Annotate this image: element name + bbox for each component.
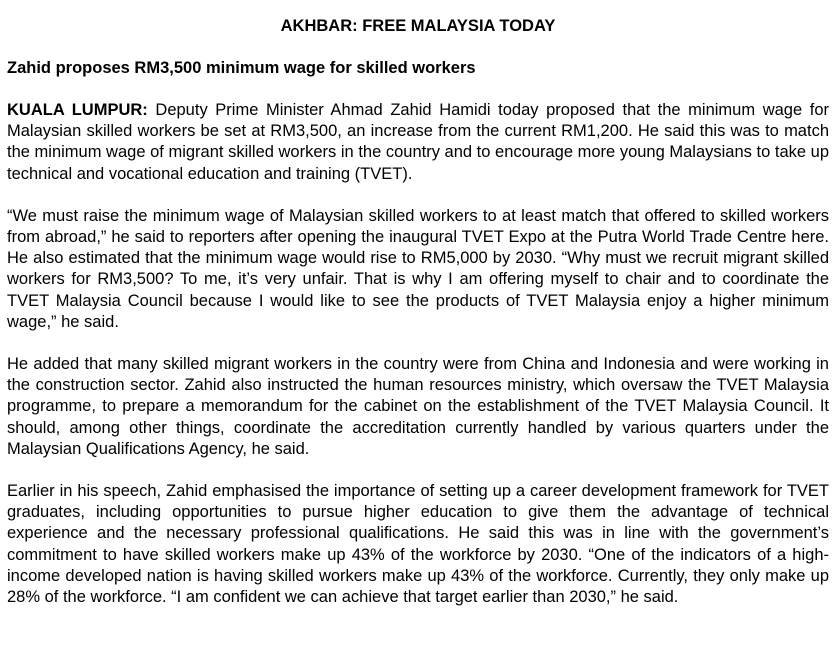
newspaper-masthead: AKHBAR: FREE MALAYSIA TODAY [280, 17, 556, 35]
article-dateline: KUALA LUMPUR: [7, 101, 148, 119]
article-paragraph-2: “We must raise the minimum wage of Malaysian skilled workers to at least match that offered to skilled workers from abroad,” he said to reporters after opening the inaugural TVET Expo at the Putra World Trade Centre here. He also estimated that the minimum wage would rise to RM5,000 by 2030. “Why must we recruit migrant skilled workers for RM3,500? To me, it’s very unfair. That is why I am offering myself to chair and to coordinate the TVET Malaysia Council because I would like to see the products of TVET Malaysia enjoy a higher minimum wage,” he said. [7, 206, 829, 331]
article-paragraph-1-text: Deputy Prime Minister Ahmad Zahid Hamidi today proposed that the minimum wage for Malaysian skilled workers be set at RM3,500, an increase from the current RM1,200. He said this was to match the minimum wage of migrant skilled workers in the country and to encourage more young Malaysians to take up technical and vocational education and training (TVET). [7, 101, 829, 183]
article-paragraph-1 [7, 100, 829, 185]
article-headline: Zahid proposes RM3,500 minimum wage for skilled workers [7, 59, 476, 77]
article-paragraph-3: He added that many skilled migrant workers in the country were from China and Indonesia and were working in the construction sector. Zahid also instructed the human resources ministry, which oversaw the TVET Malaysia programme, to prepare a memorandum for the cabinet on the establishment of the TVET Malaysia Council. It should, among other things, coordinate the accreditation currently handled by various quarters under the Malaysian Qualifications Agency, he said. [7, 355, 829, 458]
article-paragraph-4: Earlier in his speech, Zahid emphasised the importance of setting up a career development framework for TVET graduates, including opportunities to pursue higher education to give them the advantage of technical experience and the necessary professional qualifications. He said this was in line with the government’s commitment to have skilled workers make up 43% of the workforce by 2030. “One of the indicators of a high-income developed nation is having skilled workers make up 43% of the workforce. Currently, they only make up 28% of the workforce. “I am confident we can achieve that target earlier than 2030,” he said. [7, 482, 829, 607]
